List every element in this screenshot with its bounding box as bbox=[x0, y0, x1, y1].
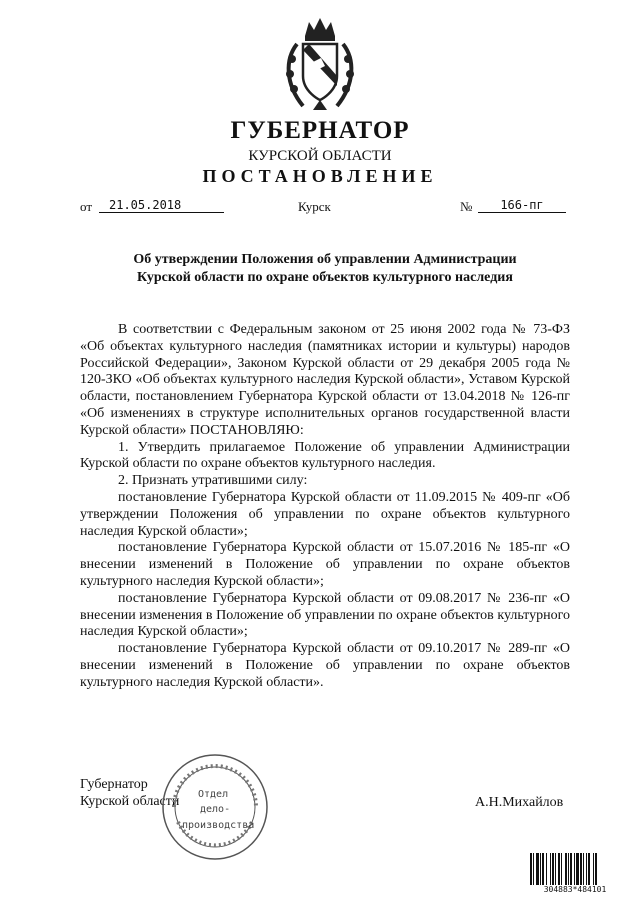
document-title-line: Об утверждении Положения об управлении Администрации bbox=[133, 252, 517, 267]
barcode-number: 304883*484101 bbox=[543, 885, 607, 894]
preamble-paragraph: В соответствии с Федеральным законом от 25 июня 2002 года № 73-ФЗ «Об объектах культурного наследия (памятниках истории и культуры) народов Российской Федерации», Законом Курской области от 29 декабря 2005 года № 120-ЗКО «Об объектах культурного наследия Курской области», Уставом Курской области, постановлением Губернатора Курской области от 13.04.2018 № 126-пг «Об изменениях в структуре исполнительных органов государственной власти Курской области» ПОСТАНОВЛЯЮ: bbox=[80, 322, 570, 438]
document-body bbox=[80, 322, 570, 692]
document-city: Курск bbox=[298, 199, 331, 214]
governor-heading: ГУБЕРНАТОР bbox=[230, 117, 410, 144]
kursk-coat-of-arms-icon bbox=[283, 14, 357, 114]
stamp-text: дело- bbox=[200, 804, 231, 815]
repealed-act: постановление Губернатора Курской области от 15.07.2016 № 185-пг «О внесении изменений в Положение об управлении по охране объектов культурного наследия Курской области»; bbox=[80, 540, 570, 589]
signatory-name: А.Н.Михайлов bbox=[475, 795, 564, 810]
document-title bbox=[80, 251, 570, 287]
signatory-position-line: Губернатор bbox=[80, 777, 148, 792]
stamp-text: производства bbox=[182, 820, 255, 831]
signatory-position-line: Курской области bbox=[80, 794, 180, 809]
stamp-text: Отдел bbox=[198, 789, 229, 800]
list-item: 1. Утвердить прилагаемое Положение об управлении Администрации Курской области по охране объектов культурного наследия. bbox=[80, 439, 570, 472]
date-prefix: от bbox=[80, 199, 93, 214]
document-number: 166-пг bbox=[478, 198, 566, 213]
repealed-act: постановление Губернатора Курской области от 09.10.2017 № 289-пг «О внесении изменений в Положение об управлении по охране объектов культурного наследия Курской области». bbox=[80, 641, 570, 690]
document-title-line: Курской области по охране объектов культурного наследия bbox=[137, 270, 513, 285]
barcode-icon bbox=[529, 853, 621, 887]
repealed-act: постановление Губернатора Курской области от 11.09.2015 № 409-пг «Об утверждении Положения об управлении по охране объектов культурного наследия Курской области»; bbox=[80, 489, 570, 539]
document-type: ПОСТАНОВЛЕНИЕ bbox=[202, 166, 438, 186]
region-subheading: КУРСКОЙ ОБЛАСТИ bbox=[248, 148, 392, 164]
round-stamp-icon bbox=[160, 752, 270, 862]
document-date: 21.05.2018 bbox=[99, 198, 224, 213]
list-item: 2. Признать утратившими силу: bbox=[118, 473, 308, 489]
number-prefix: № bbox=[460, 199, 473, 214]
repealed-act: постановление Губернатора Курской области от 09.08.2017 № 236-пг «О внесении изменения в Положение об управлении по охране объектов культурного наследия Курской области»; bbox=[80, 590, 570, 640]
